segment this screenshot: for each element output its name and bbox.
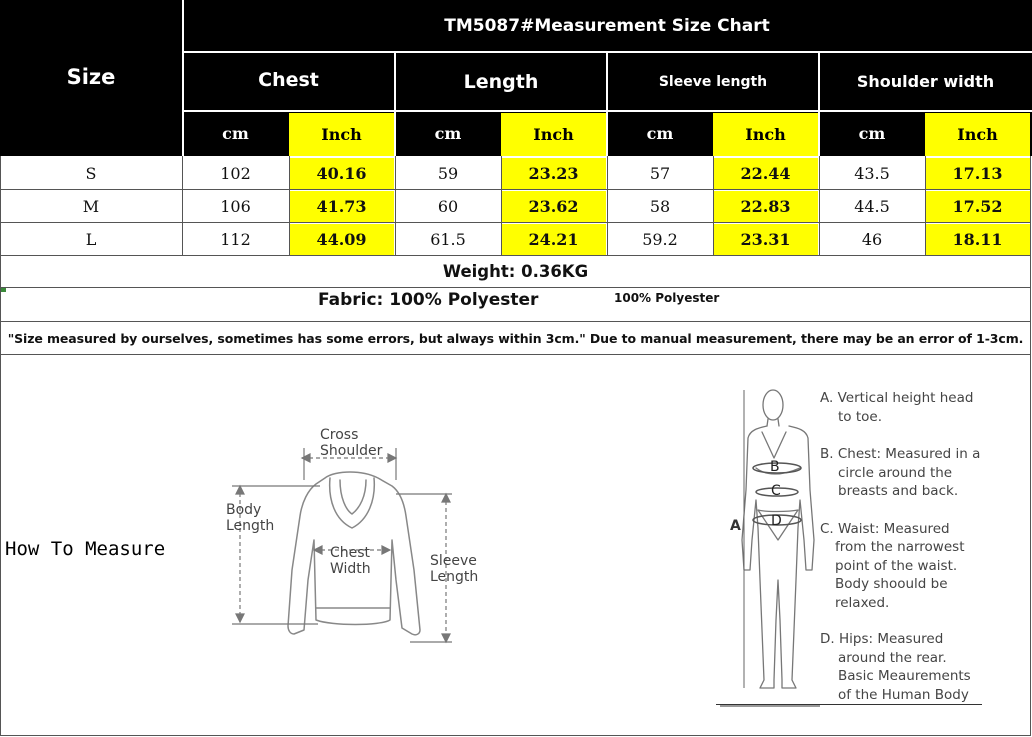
shoulder-inch-cell: 18.11 [925, 224, 1030, 255]
shoulder-cm-header: cm [819, 111, 925, 156]
sleeve-inch-cell: 22.44 [713, 158, 818, 189]
chest-inch-cell: 44.09 [289, 224, 394, 255]
grid-line [0, 189, 1030, 190]
chest-inch-cell: 40.16 [289, 158, 394, 189]
shoulder-cm-cell: 46 [861, 230, 883, 249]
length-inch-cell: 23.23 [501, 158, 606, 189]
size-cell: L [85, 230, 97, 249]
length-inch-header: Inch [501, 113, 606, 156]
chest-width-label: Chest Width [330, 545, 371, 577]
length-cm-header: cm [395, 111, 501, 156]
length-header: Length [395, 52, 607, 111]
sleeve-cm-cell: 58 [649, 197, 671, 216]
length-inch-cell: 24.21 [501, 224, 606, 255]
grid-line [182, 156, 183, 256]
legend-item-c: C. Waist: Measured from the narrowest point of the waist. Body shoould be relaxed. [820, 520, 965, 611]
chest-cm-header: cm [182, 111, 289, 156]
sleeve-cm-cell: 57 [649, 164, 671, 183]
shoulder-inch-cell: 17.52 [925, 191, 1030, 222]
size-column-header: Size [0, 0, 182, 156]
measurement-legend [820, 389, 1025, 704]
length-cm-cell: 59 [437, 164, 459, 183]
head-outline [763, 390, 783, 420]
header-divider [394, 52, 396, 156]
chart-title: TM5087#Measurement Size Chart [182, 0, 1032, 52]
cross-shoulder-label: Cross Shoulder [320, 427, 383, 459]
length-cm-cell: 61.5 [430, 230, 466, 249]
grid-line [713, 156, 714, 256]
how-to-measure-label: How To Measure [5, 538, 166, 560]
length-inch-cell: 23.62 [501, 191, 606, 222]
sleeve-length-header: Sleeve length [607, 52, 819, 111]
marker-c: C [771, 483, 781, 499]
marker-b: B [770, 459, 780, 475]
shoulder-inch-header: Inch [925, 113, 1030, 156]
chest-cm-cell: 106 [220, 197, 251, 216]
grid-line [395, 156, 396, 256]
sleeve-inch-header: Inch [713, 113, 818, 156]
legend-item-a: A. Vertical height head to toe. [820, 390, 974, 425]
sleeve-inch-cell: 23.31 [713, 224, 818, 255]
grid-line [819, 156, 820, 256]
shoulder-cm-cell: 43.5 [854, 164, 890, 183]
sleeve-inch-cell: 22.83 [713, 191, 818, 222]
chest-inch-header: Inch [289, 113, 394, 156]
chest-inch-cell: 41.73 [289, 191, 394, 222]
chest-cm-cell: 102 [220, 164, 251, 183]
shoulder-width-header: Shoulder width [819, 52, 1032, 111]
header-divider [182, 0, 184, 156]
marker-d: D [771, 513, 782, 529]
body-diagram [720, 380, 820, 710]
marker-a: A [730, 518, 741, 534]
grid-line [607, 156, 608, 256]
grid-line [1030, 156, 1031, 256]
header-divider [818, 52, 820, 156]
grid-line [0, 156, 1, 256]
grid-line [925, 156, 926, 256]
green-corner-mark [1, 288, 6, 292]
shoulder-cm-cell: 44.5 [854, 197, 890, 216]
legend-item-d: D. Hips: Measured around the rear. Basic Meaurements of the Human Body [820, 631, 971, 703]
size-cell: S [85, 164, 97, 183]
body-baseline [716, 704, 982, 705]
body-length-label: Body Length [226, 502, 275, 534]
fabric-small-text: 100% Polyester [614, 291, 720, 305]
sleeve-cm-header: cm [607, 111, 713, 156]
shoulder-inch-cell: 17.13 [925, 158, 1030, 189]
grid-line [501, 156, 502, 256]
sleeve-length-label: Sleeve Length [430, 553, 479, 585]
chest-cm-cell: 112 [220, 230, 251, 249]
weight-text: Weight: 0.36KG [442, 262, 589, 281]
sleeve-cm-cell: 59.2 [642, 230, 678, 249]
fabric-text: Fabric: 100% Polyester [318, 290, 539, 310]
length-cm-cell: 60 [437, 197, 459, 216]
size-cell: M [82, 197, 100, 216]
collar-outline [330, 478, 375, 528]
grid-line [0, 222, 1030, 223]
legend-item-b: B. Chest: Measured in a circle around the breasts and back. [820, 446, 981, 499]
measurement-note: "Size measured by ourselves, sometimes has some errors, but always within 3cm." Due to manual measurement, there may be an error of 1-3cm. [7, 331, 1024, 346]
header-divider [606, 52, 608, 156]
chest-header: Chest [182, 52, 395, 111]
grid-line [289, 156, 290, 256]
